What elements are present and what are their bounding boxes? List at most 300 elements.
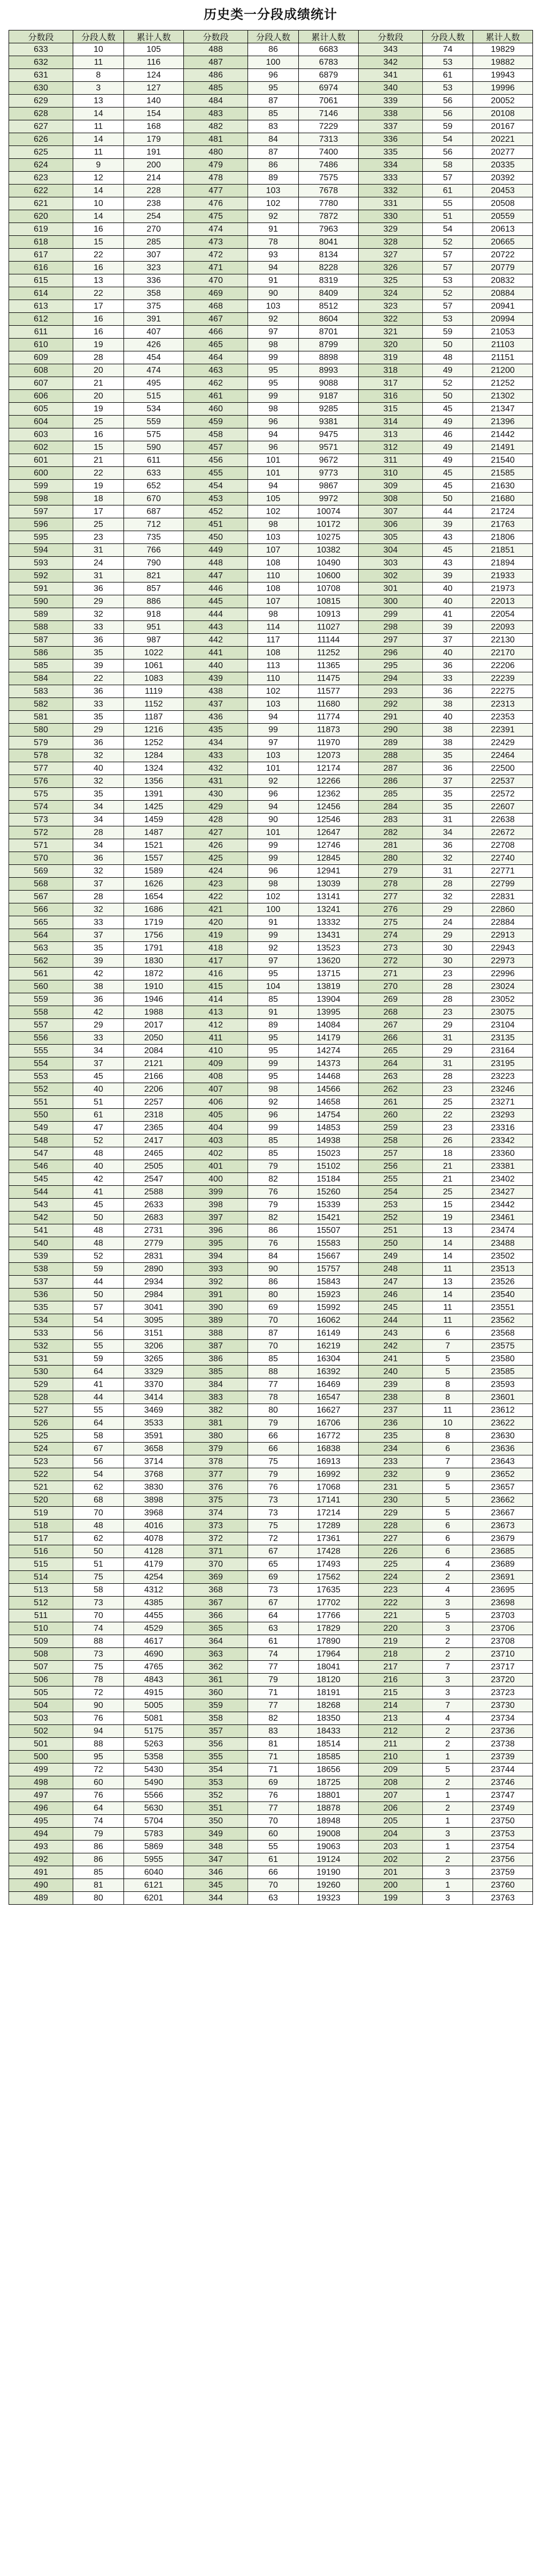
total-cell: 712 [124,518,184,531]
total-cell: 6040 [124,1866,184,1879]
header-count: 分段人数 [248,30,299,43]
table-row [9,660,533,672]
total-cell: 4078 [124,1532,184,1545]
count-cell: 36 [73,852,124,865]
total-cell: 23164 [473,1045,533,1057]
score-cell: 316 [359,390,423,403]
score-cell: 442 [184,634,248,647]
count-cell: 21 [73,454,124,467]
count-cell: 14 [423,1289,473,1301]
table-row [9,1789,533,1802]
total-cell: 15184 [299,1173,359,1186]
table-row [9,1481,533,1494]
total-cell: 7229 [299,120,359,133]
table-row [9,814,533,826]
count-cell: 1 [423,1789,473,1802]
total-cell: 323 [124,262,184,274]
total-cell: 21806 [473,531,533,544]
count-cell: 53 [423,82,473,95]
score-cell: 464 [184,351,248,364]
score-cell: 579 [9,737,73,749]
count-cell: 56 [423,95,473,108]
table-row [9,441,533,454]
total-cell: 23622 [473,1417,533,1430]
count-cell: 22 [73,249,124,262]
total-cell: 18350 [299,1712,359,1725]
score-cell: 478 [184,172,248,185]
score-cell: 322 [359,313,423,326]
total-cell: 426 [124,339,184,351]
table-row [9,1186,533,1199]
total-cell: 4254 [124,1571,184,1584]
table-row [9,1879,533,1892]
count-cell: 31 [73,544,124,557]
count-cell: 72 [73,1686,124,1699]
count-cell: 73 [73,1597,124,1609]
count-cell: 82 [248,1173,299,1186]
score-cell: 494 [9,1828,73,1841]
total-cell: 14179 [299,1032,359,1045]
table-row [9,1404,533,1417]
count-cell: 36 [423,685,473,698]
score-cell: 243 [359,1327,423,1340]
count-cell: 92 [248,775,299,788]
count-cell: 100 [248,903,299,916]
table-row [9,236,533,249]
score-cell: 273 [359,942,423,955]
score-cell: 531 [9,1353,73,1366]
score-cell: 367 [184,1597,248,1609]
count-cell: 2 [423,1776,473,1789]
table-row [9,621,533,634]
score-cell: 485 [184,82,248,95]
table-row [9,980,533,993]
total-cell: 9475 [299,428,359,441]
count-cell: 102 [248,505,299,518]
total-cell: 8993 [299,364,359,377]
count-cell: 36 [73,993,124,1006]
score-cell: 215 [359,1686,423,1699]
score-cell: 268 [359,1006,423,1019]
score-cell: 351 [184,1802,248,1815]
score-cell: 462 [184,377,248,390]
score-cell: 604 [9,416,73,428]
count-cell: 56 [73,1327,124,1340]
table-row [9,480,533,493]
score-cell: 432 [184,762,248,775]
count-cell: 103 [248,300,299,313]
count-cell: 92 [248,942,299,955]
total-cell: 17829 [299,1622,359,1635]
score-cell: 594 [9,544,73,557]
score-cell: 237 [359,1404,423,1417]
total-cell: 18514 [299,1738,359,1751]
score-cell: 284 [359,801,423,814]
score-cell: 318 [359,364,423,377]
score-cell: 201 [359,1866,423,1879]
total-cell: 23271 [473,1096,533,1109]
score-cell: 393 [184,1263,248,1276]
score-cell: 214 [359,1699,423,1712]
total-cell: 15023 [299,1147,359,1160]
total-cell: 22740 [473,852,533,865]
score-cell: 304 [359,544,423,557]
count-cell: 48 [423,351,473,364]
count-cell: 98 [248,878,299,891]
total-cell: 2206 [124,1083,184,1096]
total-cell: 2166 [124,1070,184,1083]
total-cell: 13141 [299,891,359,903]
score-cell: 389 [184,1314,248,1327]
table-row [9,1571,533,1584]
score-cell: 366 [184,1609,248,1622]
total-cell: 19190 [299,1866,359,1879]
score-cell: 313 [359,428,423,441]
total-cell: 23643 [473,1455,533,1468]
count-cell: 5 [423,1366,473,1378]
count-cell: 53 [423,274,473,287]
score-cell: 465 [184,339,248,351]
count-cell: 5 [423,1353,473,1366]
score-cell: 347 [184,1853,248,1866]
score-cell: 338 [359,108,423,120]
total-cell: 23760 [473,1879,533,1892]
count-cell: 90 [73,1699,124,1712]
score-cell: 404 [184,1122,248,1134]
count-cell: 73 [248,1494,299,1507]
count-cell: 57 [73,1301,124,1314]
score-cell: 614 [9,287,73,300]
score-cell: 409 [184,1057,248,1070]
count-cell: 86 [73,1841,124,1853]
total-cell: 6683 [299,43,359,56]
score-cell: 295 [359,660,423,672]
score-cell: 568 [9,878,73,891]
total-cell: 23360 [473,1147,533,1160]
total-cell: 10382 [299,544,359,557]
score-cell: 315 [359,403,423,416]
count-cell: 76 [73,1789,124,1802]
score-cell: 569 [9,865,73,878]
total-cell: 2121 [124,1057,184,1070]
count-cell: 8 [423,1391,473,1404]
total-cell: 14566 [299,1083,359,1096]
total-cell: 2831 [124,1250,184,1263]
score-cell: 362 [184,1661,248,1674]
count-cell: 66 [248,1430,299,1443]
score-cell: 624 [9,159,73,172]
count-cell: 87 [248,95,299,108]
count-cell: 8 [423,1430,473,1443]
total-cell: 11680 [299,698,359,711]
score-cell: 474 [184,223,248,236]
score-cell: 426 [184,839,248,852]
count-cell: 74 [73,1815,124,1828]
count-cell: 29 [73,1019,124,1032]
total-cell: 23753 [473,1828,533,1841]
total-cell: 3830 [124,1481,184,1494]
total-cell: 2318 [124,1109,184,1122]
score-cell: 330 [359,210,423,223]
count-cell: 4 [423,1712,473,1725]
total-cell: 23746 [473,1776,533,1789]
count-cell: 90 [248,1263,299,1276]
table-row [9,1096,533,1109]
total-cell: 1910 [124,980,184,993]
total-cell: 611 [124,454,184,467]
score-cell: 234 [359,1443,423,1455]
count-cell: 103 [248,749,299,762]
count-cell: 79 [73,1828,124,1841]
total-cell: 17428 [299,1545,359,1558]
table-row [9,839,533,852]
score-cell: 609 [9,351,73,364]
total-cell: 23673 [473,1520,533,1532]
total-cell: 23526 [473,1276,533,1289]
count-cell: 23 [423,1122,473,1134]
total-cell: 22353 [473,711,533,724]
count-cell: 42 [73,968,124,980]
total-cell: 11027 [299,621,359,634]
count-cell: 23 [73,531,124,544]
count-cell: 45 [423,480,473,493]
total-cell: 23749 [473,1802,533,1815]
count-cell: 28 [423,993,473,1006]
count-cell: 2 [423,1738,473,1751]
count-cell: 85 [248,1134,299,1147]
table-row [9,698,533,711]
total-cell: 23488 [473,1237,533,1250]
total-cell: 8228 [299,262,359,274]
score-cell: 475 [184,210,248,223]
score-cell: 454 [184,480,248,493]
count-cell: 33 [73,698,124,711]
count-cell: 87 [248,146,299,159]
table-row [9,1378,533,1391]
count-cell: 85 [248,108,299,120]
count-cell: 52 [73,1134,124,1147]
score-cell: 516 [9,1545,73,1558]
total-cell: 200 [124,159,184,172]
total-cell: 23562 [473,1314,533,1327]
score-cell: 400 [184,1173,248,1186]
count-cell: 69 [248,1301,299,1314]
total-cell: 5630 [124,1802,184,1815]
count-cell: 6 [423,1532,473,1545]
score-cell: 518 [9,1520,73,1532]
total-cell: 11970 [299,737,359,749]
count-cell: 45 [423,544,473,557]
count-cell: 73 [73,1648,124,1661]
count-cell: 15 [73,236,124,249]
score-cell: 294 [359,672,423,685]
total-cell: 13241 [299,903,359,916]
total-cell: 8512 [299,300,359,313]
total-cell: 1791 [124,942,184,955]
total-cell: 17141 [299,1494,359,1507]
count-cell: 97 [248,737,299,749]
score-cell: 525 [9,1430,73,1443]
table-row [9,197,533,210]
total-cell: 9571 [299,441,359,454]
total-cell: 168 [124,120,184,133]
total-cell: 21724 [473,505,533,518]
count-cell: 36 [73,634,124,647]
score-cell: 247 [359,1276,423,1289]
count-cell: 35 [423,788,473,801]
score-cell: 291 [359,711,423,724]
count-cell: 92 [248,1096,299,1109]
score-cell: 363 [184,1648,248,1661]
table-row [9,1455,533,1468]
count-cell: 49 [423,416,473,428]
count-cell: 19 [73,403,124,416]
score-cell: 337 [359,120,423,133]
total-cell: 6974 [299,82,359,95]
score-cell: 530 [9,1366,73,1378]
total-cell: 790 [124,557,184,570]
count-cell: 86 [248,159,299,172]
table-row [9,454,533,467]
count-cell: 61 [73,1109,124,1122]
score-cell: 566 [9,903,73,916]
score-cell: 578 [9,749,73,762]
score-cell: 452 [184,505,248,518]
total-cell: 21252 [473,377,533,390]
table-row [9,1083,533,1096]
total-cell: 1216 [124,724,184,737]
total-cell: 23695 [473,1584,533,1597]
score-cell: 582 [9,698,73,711]
score-cell: 623 [9,172,73,185]
score-cell: 335 [359,146,423,159]
count-cell: 61 [248,1635,299,1648]
score-cell: 550 [9,1109,73,1122]
score-cell: 391 [184,1289,248,1301]
score-cell: 286 [359,775,423,788]
score-cell: 258 [359,1134,423,1147]
count-cell: 95 [248,1045,299,1057]
table-row [9,1558,533,1571]
score-cell: 513 [9,1584,73,1597]
score-cell: 460 [184,403,248,416]
score-cell: 221 [359,1609,423,1622]
count-cell: 59 [73,1353,124,1366]
total-cell: 4179 [124,1558,184,1571]
table-row [9,1276,533,1289]
total-cell: 14373 [299,1057,359,1070]
count-cell: 50 [73,1289,124,1301]
count-cell: 14 [423,1237,473,1250]
count-cell: 34 [423,826,473,839]
total-cell: 13715 [299,968,359,980]
count-cell: 76 [248,1237,299,1250]
count-cell: 74 [73,1622,124,1635]
count-cell: 32 [73,903,124,916]
score-cell: 421 [184,903,248,916]
total-cell: 15102 [299,1160,359,1173]
score-cell: 450 [184,531,248,544]
header-row [9,30,533,43]
count-cell: 54 [73,1314,124,1327]
score-cell: 408 [184,1070,248,1083]
total-cell: 17289 [299,1520,359,1532]
count-cell: 7 [423,1699,473,1712]
score-cell: 217 [359,1661,423,1674]
score-cell: 405 [184,1109,248,1122]
count-cell: 88 [73,1738,124,1751]
count-cell: 91 [248,223,299,236]
table-row [9,557,533,570]
score-cell: 262 [359,1083,423,1096]
count-cell: 14 [423,1250,473,1263]
score-cell: 631 [9,69,73,82]
count-cell: 24 [423,916,473,929]
count-cell: 11 [73,146,124,159]
total-cell: 21103 [473,339,533,351]
score-cell: 521 [9,1481,73,1494]
total-cell: 1830 [124,955,184,968]
table-row [9,1212,533,1224]
score-cell: 424 [184,865,248,878]
count-cell: 51 [73,1558,124,1571]
count-cell: 5 [423,1764,473,1776]
total-cell: 23104 [473,1019,533,1032]
score-cell: 361 [184,1674,248,1686]
total-cell: 21763 [473,518,533,531]
score-cell: 618 [9,236,73,249]
total-cell: 10490 [299,557,359,570]
count-cell: 62 [73,1532,124,1545]
score-cell: 526 [9,1417,73,1430]
table-row [9,1070,533,1083]
count-cell: 29 [423,929,473,942]
total-cell: 9381 [299,416,359,428]
total-cell: 1521 [124,839,184,852]
count-cell: 59 [73,1263,124,1276]
total-cell: 22943 [473,942,533,955]
total-cell: 20052 [473,95,533,108]
total-cell: 6879 [299,69,359,82]
count-cell: 99 [248,852,299,865]
count-cell: 78 [248,1391,299,1404]
count-cell: 28 [73,891,124,903]
score-cell: 509 [9,1635,73,1648]
score-cell: 470 [184,274,248,287]
count-cell: 58 [73,1430,124,1443]
total-cell: 23442 [473,1199,533,1212]
total-cell: 1119 [124,685,184,698]
total-cell: 16219 [299,1340,359,1353]
count-cell: 14 [73,185,124,197]
table-row [9,428,533,441]
count-cell: 50 [423,339,473,351]
score-cell: 416 [184,968,248,980]
score-cell: 352 [184,1789,248,1802]
total-cell: 21302 [473,390,533,403]
score-cell: 441 [184,647,248,660]
score-cell: 547 [9,1147,73,1160]
count-cell: 7 [423,1661,473,1674]
score-cell: 244 [359,1314,423,1327]
total-cell: 23720 [473,1674,533,1686]
count-cell: 103 [248,185,299,197]
table-row [9,1468,533,1481]
total-cell: 11577 [299,685,359,698]
score-cell: 477 [184,185,248,197]
total-cell: 4690 [124,1648,184,1661]
score-cell: 223 [359,1584,423,1597]
